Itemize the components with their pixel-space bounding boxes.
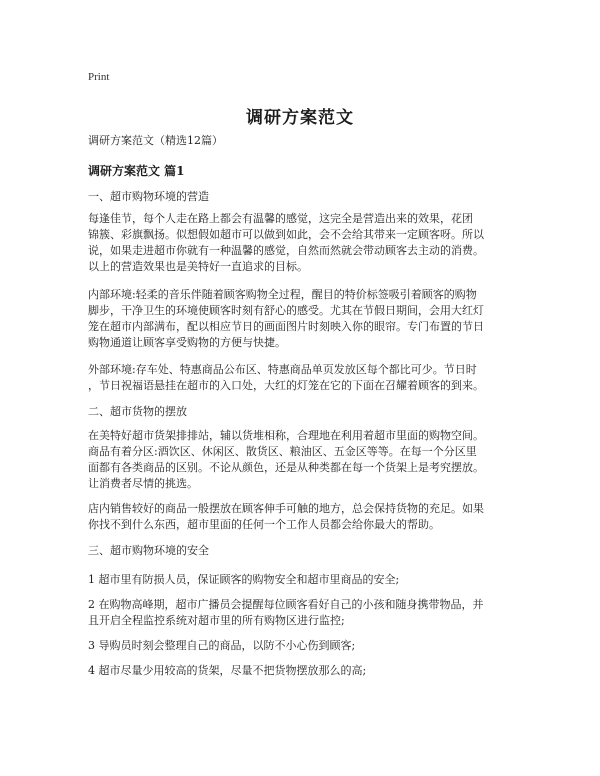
- print-label[interactable]: Print: [88, 71, 110, 83]
- paragraph-2: [88, 287, 524, 351]
- heading-2: 二、超市货物的摆放: [88, 405, 187, 418]
- paragraph-line: 面都有各类商品的区别。不论从颜色，还是从种类都在每一个货架上是考究摆放。: [88, 461, 484, 474]
- paragraph-line: 每逢佳节，每个人走在路上都会有温馨的感觉，这完全是营造出来的效果，花团: [88, 212, 473, 225]
- paragraph-line: 且开启全程监控系统对超市里的所有购物区进行监控;: [88, 614, 345, 627]
- heading-3: 三、超市购物环境的安全: [88, 544, 209, 557]
- document-subtitle: 调研方案范文（精选12篇）: [88, 134, 223, 147]
- paragraph-line: 购物通道让顾客享受购物的方便与快捷。: [88, 336, 286, 349]
- paragraph-line: 内部环境:轻柔的音乐伴随着顾客购物全过程，醒目的特价标签吸引着顾客的购物: [88, 288, 477, 301]
- paragraph-line: ，节日祝福语悬挂在超市的入口处，大红的灯笼在它的下面在召耀着顾客的到来。: [88, 379, 484, 392]
- document-title: 调研方案范文: [246, 108, 354, 128]
- paragraph-line: 外部环境:存车处、特惠商品公布区、特惠商品单页发放区每个都比可少。节日时: [88, 363, 477, 376]
- paragraph-line: 商品有着分区:酒饮区、休闲区、散货区、粮油区、五金区等等。在每一个分区里: [88, 445, 477, 458]
- paragraph-9: [88, 663, 524, 679]
- paragraph-5: [88, 501, 524, 533]
- heading-1: 一、超市购物环境的营造: [88, 190, 209, 203]
- paragraph-line: 3 导购员时刻会整理自己的商品，以防不小心伤到顾客;: [88, 639, 356, 652]
- paragraph-line: 说，如果走进超市你就有一种温馨的感觉，自然而然就会带动顾客去主动的消费。: [88, 244, 484, 257]
- paragraph-8: [88, 638, 524, 654]
- paragraph-line: 锦簇、彩旗飘扬。似想假如超市可以做到如此，会不会给其带来一定顾客呀。所以: [88, 228, 484, 241]
- paragraph-line: 店内销售较好的商品一般摆放在顾客伸手可触的地方，总会保持货物的充足。如果: [88, 502, 484, 515]
- paragraph-line: 2 在购物高峰期，超市广播员会提醒每位顾客看好自己的小孩和随身携带物品，并: [88, 598, 484, 611]
- paragraph-4: [88, 428, 524, 492]
- paragraph-line: 你找不到什么东西，超市里面的任何一个工作人员都会给你最大的帮助。: [88, 518, 440, 531]
- paragraph-7: [88, 597, 524, 629]
- paragraph-line: 4 超市尽量少用较高的货架，尽量不把货物摆放那么的高;: [88, 664, 367, 677]
- section-title: 调研方案范文 篇1: [88, 164, 185, 178]
- paragraph-6: [88, 572, 524, 588]
- paragraph-line: 笼在超市内部满布，配以相应节日的画面图片时刻映入你的眼帘。专门布置的节日: [88, 320, 484, 333]
- paragraph-line: 脚步，干净卫生的环境使顾客时刻有舒心的感受。尤其在节假日期间，会用大红灯: [88, 304, 484, 317]
- paragraph-3: [88, 362, 524, 394]
- paragraph-line: 让消费者尽情的挑选。: [88, 477, 198, 490]
- paragraph-line: 1 超市里有防损人员，保证顾客的购物安全和超市里商品的安全;: [88, 573, 400, 586]
- paragraph-1: [88, 211, 524, 275]
- paragraph-line: 在美特好超市货架排排站，辅以货堆相称，合理地在利用着超市里面的购物空间。: [88, 429, 484, 442]
- paragraph-line: 以上的营造效果也是美特好一直追求的目标。: [88, 260, 308, 273]
